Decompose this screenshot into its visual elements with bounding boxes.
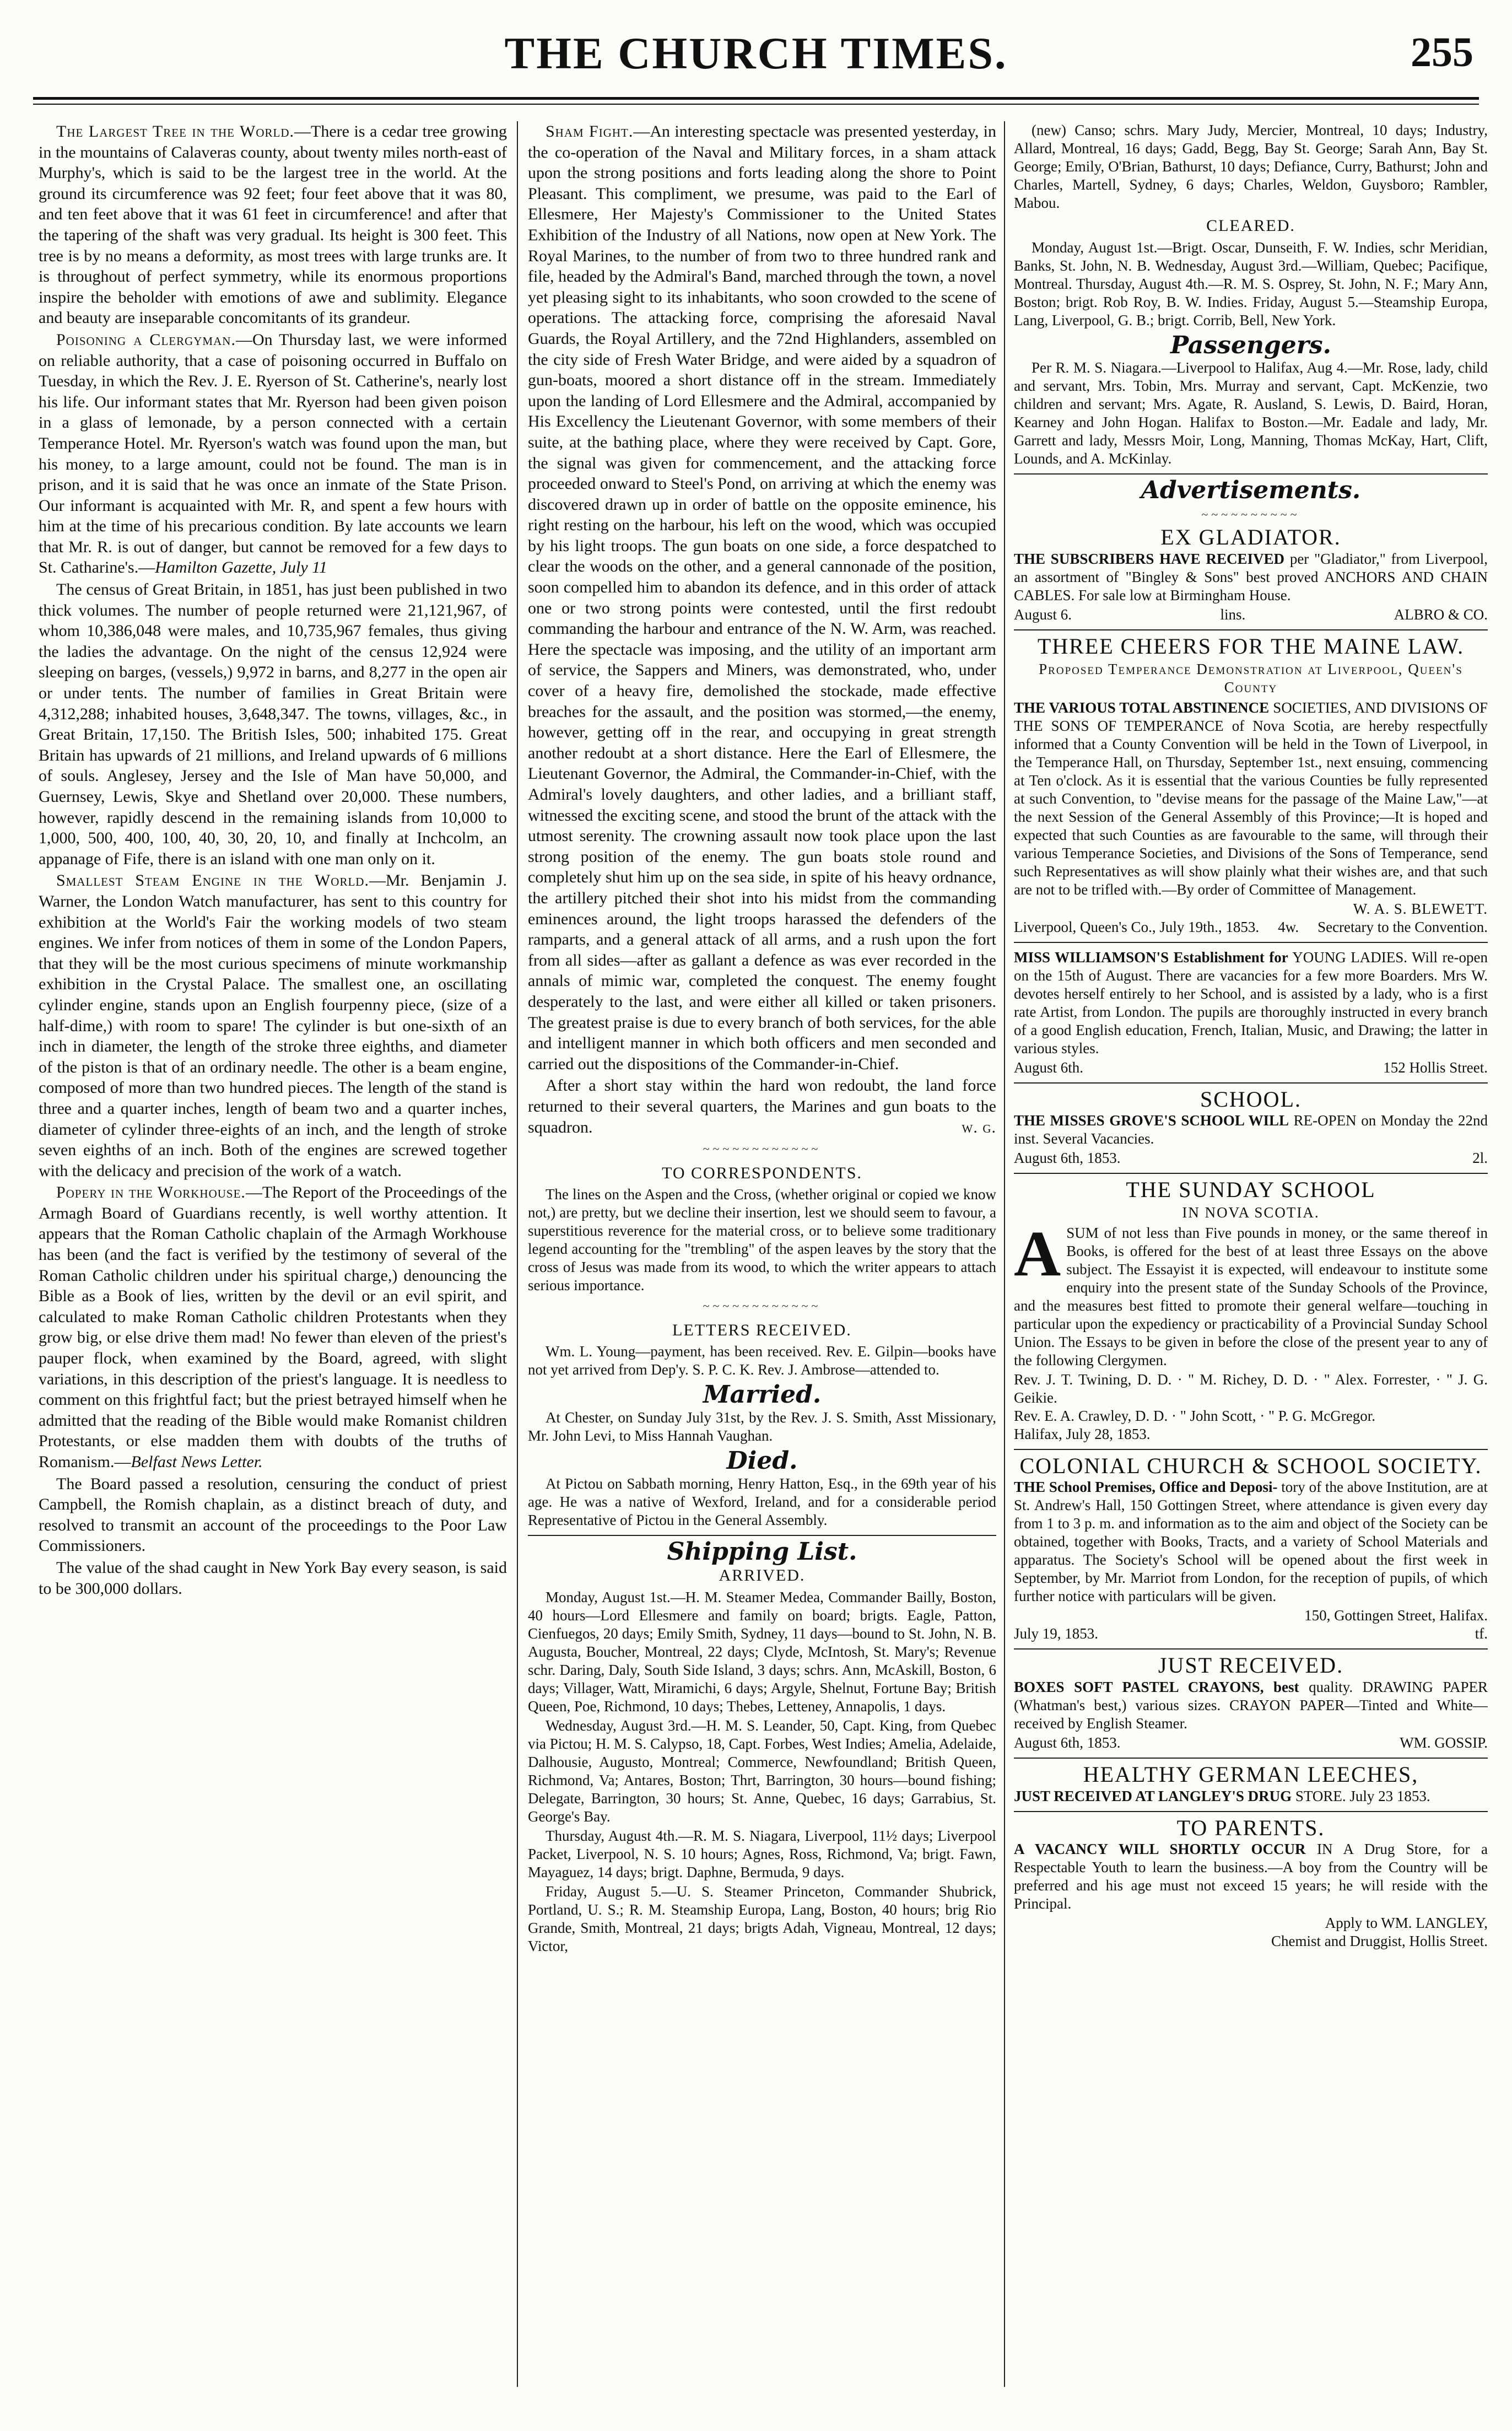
ad-gladiator: THE SUBSCRIBERS HAVE RECEIVED per "Gladiator," from Liverpool, an assortment of "Bingley & Sons" best proved ANCHORS AND CHAIN CABLES. For sale low at Birmingham House. [1014,550,1488,603]
article-source: Belfast News Letter. [131,1453,263,1471]
passengers-heading: Passengers. [1170,331,1331,359]
ad-rule [1014,1082,1488,1084]
ad-rule [1014,1758,1488,1759]
ad-rule [1014,942,1488,943]
article-heading: Poisoning a Clergyman. [56,330,236,349]
page-title: THE CHURCH TIMES. [504,28,1008,78]
ad-to-parents: A VACANCY WILL SHORTLY OCCUR IN A Drug Store, for a Respectable Youth to learn the business.—A boy from the Country will be preferred and his age must not exceed 15 years; he will reside with the Principal. [1014,1841,1488,1912]
article-popery [39,1182,507,1472]
ad-title: TO PARENTS. [1176,1815,1325,1840]
article-largest-tree [39,121,507,328]
ad-rule [1014,629,1488,630]
married-heading: Married. [703,1381,822,1409]
ad-leeches: JUST RECEIVED AT LANGLEY'S DRUG STORE. July 23 1853. [1014,1787,1430,1804]
cleared-list: Monday, August 1st.—Brigt. Oscar, Dunseith, F. W. Indies, schr Meridian, Banks, St. John, N. B. Wednesday, August 3rd.—William, Quebec; Pacifique, Montreal. Thursday, August 4th.—R. M. S. Osprey, St. John, N. F.; Mary Ann, Boston; brigt. Rob Roy, B. W. Indies. Friday, August 5.—Steamship Europa, Lang, Liverpool, G. B.; brigt. Corrib, Bell, New York. [1014,239,1488,328]
shipping-heading: Shipping List. [667,1537,857,1566]
ad-title: HEALTHY GERMAN LEECHES, [1083,1761,1419,1787]
ad-rule [1014,1449,1488,1450]
passengers-list: Per R. M. S. Niagara.—Liverpool to Halifax, Aug 4.—Mr. Rose, lady, child and servant, Mrs. Tobin, Mrs. Murray and servant, Capt. McKenzie, two children and servant; Mrs. Agate, R. Ausland, S. Lewis, D. Baird, Horan, Kearney and John Hogan. Halifax to Boston.—Mr. Eadale and lady, Mr. Garrett and lady, Messrs Moir, Long, Manning, Thomas McKay, Hart, Clift, Lounds, and A. McKinlay. [1014,359,1488,467]
column-3 [1014,121,1488,2398]
ad-title: SCHOOL. [1200,1086,1302,1112]
article-body: —Mr. Benjamin J. Warner, the London Watch manufacturer, has sent to this country for exhibition at the World's Fair the working models of two steam engines. We infer from notices of them in some of the London Papers, that they will be the most curious specimens of minute workmanship exhibition in the Crystal Palace. The smallest one, an oscillating cylinder engine, stands upon an English fourpenny piece, (size of a half-dime,) with room to spare! The cylinder is but one-sixth of an inch in diameter, the length of the stroke three eighths, and diameter of the piston is that of an ordinary needle. The other is a beam engine, composed of more than two hundred pieces. The length of the stand is three and a quarter inches, length of beam two and a quarter inches, diameter of cylinder three-eights of an inch, and the length of stroke seven eighths of an inch. Both of the engines are screwed together with the delicacy and precision of the work of a watch. [39,871,507,1180]
ad-title: JUST RECEIVED. [1158,1653,1344,1678]
letters-heading: LETTERS RECEIVED. [672,1320,852,1339]
advertisements-heading: Advertisements. [1141,476,1361,505]
article-heading: Smallest Steam Engine in the World. [56,871,369,890]
married-body: At Chester, on Sunday July 31st, by the Rev. J. S. Smith, Asst Missionary, Mr. John Levi, to Miss Hannah Vaughan. [528,1409,996,1444]
ad-rule [1014,1173,1488,1174]
ad-footer: Halifax, July 28, 1853. [1014,1425,1151,1442]
divider-ornament: ~~~~~~~~~~~~ [703,1142,822,1156]
letters-body: Wm. L. Young—payment, has been received. Rev. E. Gilpin—books have not yet arrived from Dep'y. S. P. C. K. Rev. J. Ambrose—attended to. [528,1343,996,1378]
article-heading: Sham Fight. [546,122,634,141]
arrived-list: Monday, August 1st.—H. M. Steamer Medea, Commander Bailly, Boston, 40 hours—Lord Ellesmere and family on board; brigts. Eagle, Patton, Cienfuegos, 20 days; Emily Smith, Sydney, 11 days—bound to St. John, N. B. Augusta, Boucher, Montreal, 22 days; Clyde, McIntosh, St. Mary's; Revenue schr. Daring, Daly, South Side Island, 3 days; schrs. Ann, McAskill, Boston, 6 days; Villager, Watt, Miramichi, 6 days; Argyle, Shelnut, Fortune Bay; British Queen, Poe, Richmond, 10 days; Thebes, Letteney, Annapolis, 1 days. [528,1588,996,1715]
article-census: The census of Great Britain, in 1851, has just been published in two thick volumes. The number of people returned were 21,121,967, of whom 10,386,048 were males, and 10,735,967 females, thus giving the ladies the advantage. On the night of the census 12,924 were sleeping on barges, (vessels,) 9,972 in barns, and 8,277 in the open air or under tents. The number of families in Great Britain were 4,312,288; inhabited houses, 3,648,347. The towns, villages, &c., in Great Britain, 17,150. The British Isles, 500; inhabited 175. Great Britain has upwards of 21 millions, and Ireland upwards of 6 millions of souls. Anglesey, Jersey and the Isle of Man have 50,000, and Guernsey, Lewis, Skye and Shetland over 20,000. These numbers, however, rapidly descend in the remaining islands from 10,000 to 1,000, 500, 400, 100, 40, 30, 20, 10, and finally at Inchcolm, an appanage of Fife, there is an island with one man only on it. [39,580,507,868]
ad-signature: Chemist and Druggist, Hollis Street. [1271,1933,1488,1950]
ad-footer: August 6th, 1853. WM. GOSSIP. [1014,1734,1488,1751]
ad-title: THE SUNDAY SCHOOL [1126,1177,1376,1203]
column-divider-2 [1004,121,1005,2387]
article-body: —An interesting spectacle was presented yesterday, in the co-operation of the Naval and Military forces, in a sham attack upon the strong positions and forts leading along the shore to Point Pleasant. This compliment, we presume, was paid to the Earl of Ellesmere, Her Majesty's Commissioner to the United States Exhibition of the Industry of all Nations, now open at New York. The Royal Marines, to the number of from two to three hundred rank and file, headed by the Admiral's Band, marched through the town, a novel yet pleasing sight to its inhabitants, who soon crowded to the scene of operations. The attacking force, comprising the aforesaid Naval Guards, the Royal Artillery, and the 72nd Highlanders, assembled on the city side of Fresh Water Bridge, and were aided by a squadron of gun-boats, moored a short distance off in the stream. Immediately upon the landing of Lord Ellesmere and the Admiral, accompanied by His Excellency the Lieutenant Governor, with some members of their suite, at the bathing place, where they were received by Capt. Gore, the signal was given for commencement, and the attacking force proceeded onward to Steel's Pond, on arriving at which the enemy was discovered drawn up in order of battle on the opposite eminence, his right resting on the harbour, his left on the wood, which was occupied by his light troops. The gun boats on one side, a force despatched to clear the woods on the other, and a general cannonade of the position, soon compelled him to abandon its defence, and in this order of attack one or two strong points were contested, until the first redoubt commanding the harbour and entrance of the N. W. Arm, was reached. Here the spectacle was imposing, and the utility of an important arm of service, the Sappers and Miners, was demonstrated, who, under cover of a heavy fire, demolished the stockade, made effective breaches for the assault, and the position was stormed,—the enemy, however, getting off in the rear, and occupying in great strength another redoubt at a short distance. Here the Earl of Ellesmere, the Lieutenant Governor, the Admiral, the Commander-in-Chief, with the Admiral's lovely daughters, and other ladies, and a brilliant staff, witnessed the exciting scene, and stood the brunt of the attack with the utmost serenity. The crowning assault now took place upon the last strong position of the enemy. The gun boats stole round and completely shut him up on the sea side, in spite of his heavy ordnance, the artillery pitched their shot into his midst from the commanding eminences around, the light troops harassed the defenders of the ramparts, and a general attack of all arms, and a rush upon the fort from all sides—after as gallant a defence as was ever recorded in the annals of mimic war, completed the conquest. The enemy fought desperately to the last, and were either all killed or taken prisoners. The greatest praise is due to every branch of both services, for the able and intelligent manner in which both officers and men seconded and carried out the dispositions of the Commander-in-Chief. [528,122,996,1073]
ad-signature: W. A. S. BLEWETT. [1353,900,1488,917]
correspondents-heading: TO CORRESPONDENTS. [662,1163,862,1182]
ad-clergy-names: Rev. J. T. Twining, D. D. · " M. Richey, D. D. · " Alex. Forrester, · " J. G. Geikie. [1014,1371,1488,1406]
ad-lead: A VACANCY WILL SHORTLY OCCUR [1014,1841,1306,1858]
ad-grove-school: THE MISSES GROVE'S SCHOOL WILL RE-OPEN on Monday the 22nd inst. Several Vacancies. [1014,1112,1488,1147]
article-sham-fight [528,121,996,1074]
drop-cap: A [1014,1217,1061,1290]
ad-footer: August 6th, 1853. 2l. [1014,1150,1488,1167]
article-board-resolution: The Board passed a resolution, censuring the conduct of priest Campbell, the Romish chaplain, as a distinct breach of duty, and resolved to transmit an account of the proceedings to the Poor Law Commissioners. [39,1474,507,1555]
ad-footer: Liverpool, Queen's Co., July 19th., 1853. 4w. Secretary to the Convention. [1014,918,1488,935]
ad-footer: August 6. lins. ALBRO & CO. [1014,606,1488,623]
correspondents-body: The lines on the Aspen and the Cross, (whether original or copied we know not,) are pretty, but we decline their insertion, lest we should seem to favour, a superstitious reverence for the material cross, or to believe some traditionary legend accounting for the "trembling" of the aspen leaves by the story that the cross of Jesus was made from its wood, to which the writer appears to attach serious importance. [528,1186,996,1294]
ad-footer: July 19, 1853. tf. [1014,1625,1488,1642]
article-body: —The Report of the Proceedings of the Armagh Board of Guardians recently, is well worthy attention. It appears that the Roman Catholic chaplain of the Armagh Workhouse has been (and the fact is verified by the testimony of several of the Roman Catholic children under his spiritual charge,) denouncing the Bible as a Book of lies, written by the devil or an evil spirit, and calculated to make Roman Catholic children Protestants when they grow big, or else drive them mad! No fewer than eleven of the priest's pauper flock, when examined by the Board, agreed, with slight variations, in this description of the priest's language. It is needless to comment on this frightful fact; but the priest betrayed himself when he admitted that the reading of the Bible would make Romanist children Protestants, or else madden them with doubts of the truths of Romanism.— [39,1183,507,1471]
ad-subtitle: Proposed Temperance Demonstration at Liverpool, Queen's County [1039,660,1463,696]
column-divider-1 [517,121,518,2387]
masthead-rule-thin [33,104,1479,105]
masthead [33,21,1479,87]
article-source: Hamilton Gazette, July 11 [155,558,327,577]
article-signature: w. g. [962,1118,996,1136]
arrived-list: Wednesday, August 3rd.—H. M. S. Leander, 50, Capt. King, from Quebec via Pictou; H. M. S. Calypso, 18, Capt. Forbes, West Indies; Amelia, Adelaide, Dalhousie, Augusto, Montreal; Commerce, Newfoundland; British Queen, Richmond, Va; Antares, Boston; Thrt, Barrington, 30 hours—bound fishing; Delegate, Barrington, 30 hours; St. Anne, Quebec, 16 days; Garrabius, St. George's Bay. [528,1717,996,1825]
died-body: At Pictou on Sabbath morning, Henry Hatton, Esq., in the 69th year of his age. He was a native of Wexford, Ireland, and for a considerable period Representative of Pictou in the General Assembly. [528,1475,996,1528]
ad-temperance: THE VARIOUS TOTAL ABSTINENCE SOCIETIES, AND DIVISIONS OF THE SONS OF TEMPERANCE of Nova Scotia, are hereby respectfully informed that a County Convention will be held in the Town of Liverpool, in the Temperance Hall, on Thursday, September 1st., next ensuing, commencing at Ten o'clock. As it is essential that the various Counties be fully represented at such Convention, to "devise means for the passage of the Maine Law,"—at the next Session of the General Assembly of this Province;—It is hoped and expected that such Counties as are favourable to the same, will through their various Temperance Societies, and Divisions of the Sons of Temperance, send such Representatives as will show plainly what their wishes are, and that such are not to be trifled with.—By order of Committee of Management. [1014,699,1488,898]
ad-signature: Apply to WM. LANGLEY, [1325,1915,1488,1932]
ad-rule [1014,1811,1488,1812]
ad-lead: THE VARIOUS TOTAL ABSTINENCE [1014,699,1270,716]
ad-subtitle: IN NOVA SCOTIA. [1182,1204,1320,1221]
section-rule [1014,473,1488,475]
ad-rule [1014,1648,1488,1650]
article-body: —On Thursday last, we were informed on reliable authority, that a case of poisoning occurred in Buffalo on Tuesday, in which the Rev. J. E. Ryerson of St. Catherine's, nearly lost his life. Our informant states that Mr. Ryerson had been given poison in a glass of lemonade, by a person connected with a certain Temperance Hotel. Mr. Ryerson's watch was found upon the man, but his money, to a large amount, could not be found. The man is in prison, and it is said that he was once an inmate of the State Prison. Our informant is acquainted with Mr. R, and spent a few hours with him at the time of his precarious condition. By late accounts we learn that Mr. R. is out of danger, but cannot be removed for a few days to St. Catharine's.— [39,330,507,577]
ad-title: COLONIAL CHURCH & SCHOOL SOCIETY. [1019,1453,1482,1478]
page-number: 255 [1411,29,1473,76]
arrived-heading: ARRIVED. [719,1566,806,1585]
divider-ornament: ~~~~~~~~~~~~ [703,1299,822,1313]
ad-title: THREE CHEERS FOR THE MAINE LAW. [1037,633,1465,659]
arrived-list: Thursday, August 4th.—R. M. S. Niagara, Liverpool, 11½ days; Liverpool Packet, Liverpool, N. S. 10 hours; Agnes, Ross, Richmond, Va; brigt. Fawn, Mayaguez, 14 days; brigt. Daphne, Bermuda, 9 days. [528,1827,996,1880]
column-1 [39,121,507,2398]
ad-williamson: MISS WILLIAMSON'S Establishment for YOUNG LADIES. Will re-open on the 15th of August. There are vacancies for a few more Boarders. Mrs W. devotes herself entirely to her School, and is assisted by a lady, who is a first rate Artist, from London. The pupils are thoroughly instructed in every branch of a good English education, French, Italian, Music, and Drawing; the latter in various styles. [1014,948,1488,1057]
ad-lead: BOXES SOFT PASTEL CRAYONS, best [1014,1678,1299,1695]
ad-lead: MISS WILLIAMSON'S Establishment for [1014,948,1288,966]
cleared-heading: CLEARED. [1206,217,1295,235]
article-body: —There is a cedar tree growing in the mountains of Calaveras county, about twenty miles north-east of Murphy's, which is said to be the largest tree in the world. At the ground its circumference was 92 feet; four feet above that it was 80, and ten feet above that it was 61 feet in circumference! and after that the tapering of the shaft was very gradual. Its height is 300 feet. This tree is by no means a deformity, as most trees with large trunks are. It is throughout of perfect symmetry, while its enormous proportions inspire the beholder with emotions of awe and sublimity. Elegance and beauty are inseparable concomitants of its grandeur. [39,122,507,327]
ad-footer: 150, Gottingen Street, Halifax. [1304,1607,1488,1624]
ad-lead: JUST RECEIVED AT LANGLEY'S DRUG [1014,1787,1292,1804]
article-shad: The value of the shad caught in New York Bay every season, is said to be 300,000 dollars. [39,1558,507,1598]
ad-colonial-church: THE School Premises, Office and Deposi- tory of the above Institution, are at St. Andrew's Hall, 150 Gottingen Street, where attendance is given every day from 1 to 3 p. m. and information as to the aim and object of the Society can be obtained, together with Books, Tracts, and a variety of School Materials and apparatus. The Society's School will be opened about the first week in September, by Mr. Marriot from London, for the reception of pupils, of which further notice with particulars will be given. [1014,1479,1488,1605]
article-heading: Popery in the Workhouse. [56,1183,246,1202]
article-heading: The Largest Tree in the World. [56,122,295,141]
ad-clergy-names: Rev. E. A. Crawley, D. D. · " John Scott, · " P. G. McGregor. [1014,1407,1375,1424]
ad-sunday-school: ASUM of not less than Five pounds in money, or the same thereof in Books, is offered for the best of at least three Essays on the above subject. The Essayist it is expected, will endeavour to institute some enquiry into the present state of the Sunday Schools of the Province, and the measures best fitted to promote their general welfare—touching in particular upon the expediency or practicability of a Provincial Sunday School Union. The Essays to be given in before the close of the present year to any of the following Clergymen. [1014,1217,1488,1368]
article-steam-engine [39,870,507,1181]
arrived-list: Friday, August 5.—U. S. Steamer Princeton, Commander Shubrick, Portland, U. S.; R. M. Steamship Europa, Lang, Boston, 40 hours; brig Rio Grande, Smith, Montreal, 21 days; brigts Adah, Vigneau, Montreal, 12 days; Victor, [528,1883,996,1954]
ad-lead: THE MISSES GROVE'S SCHOOL WILL [1014,1112,1289,1129]
shipping-continued: (new) Canso; schrs. Mary Judy, Mercier, Montreal, 10 days; Industry, Allard, Montreal, 16 days; Gadd, Begg, Bay St. George; Sarah Ann, Bay St. George; Emily, O'Brian, Bathurst, 10 days; Defiance, Curry, Bathurst; John and Charles, Martell, Sydney, 6 days; Charles, Weldon, Guysboro; Rambler, Mabou. [1014,122,1488,211]
masthead-rule [33,97,1479,100]
died-heading: Died. [726,1447,798,1475]
column-2 [528,121,996,2398]
ad-title: EX GLADIATOR. [1160,525,1341,550]
section-rule [528,1535,996,1536]
ad-crayons: BOXES SOFT PASTEL CRAYONS, best quality. DRAWING PAPER (Whatman's best,) various sizes. CRAYON PAPER—Tinted and White—received by English Steamer. [1014,1678,1488,1732]
article-sham-fight-end: After a short stay within the hard won redoubt, the land force returned to their several quarters, the Marines and gun boats to the squadron. w. g. [528,1075,996,1138]
article-poisoning [39,330,507,578]
divider-ornament: ~~~~~~~~~~ [1201,507,1300,521]
ad-footer: August 6th. 152 Hollis Street. [1014,1059,1488,1076]
ad-lead: THE SUBSCRIBERS HAVE RECEIVED [1014,550,1285,567]
ad-lead: THE School Premises, Office and Deposi- [1014,1479,1278,1496]
